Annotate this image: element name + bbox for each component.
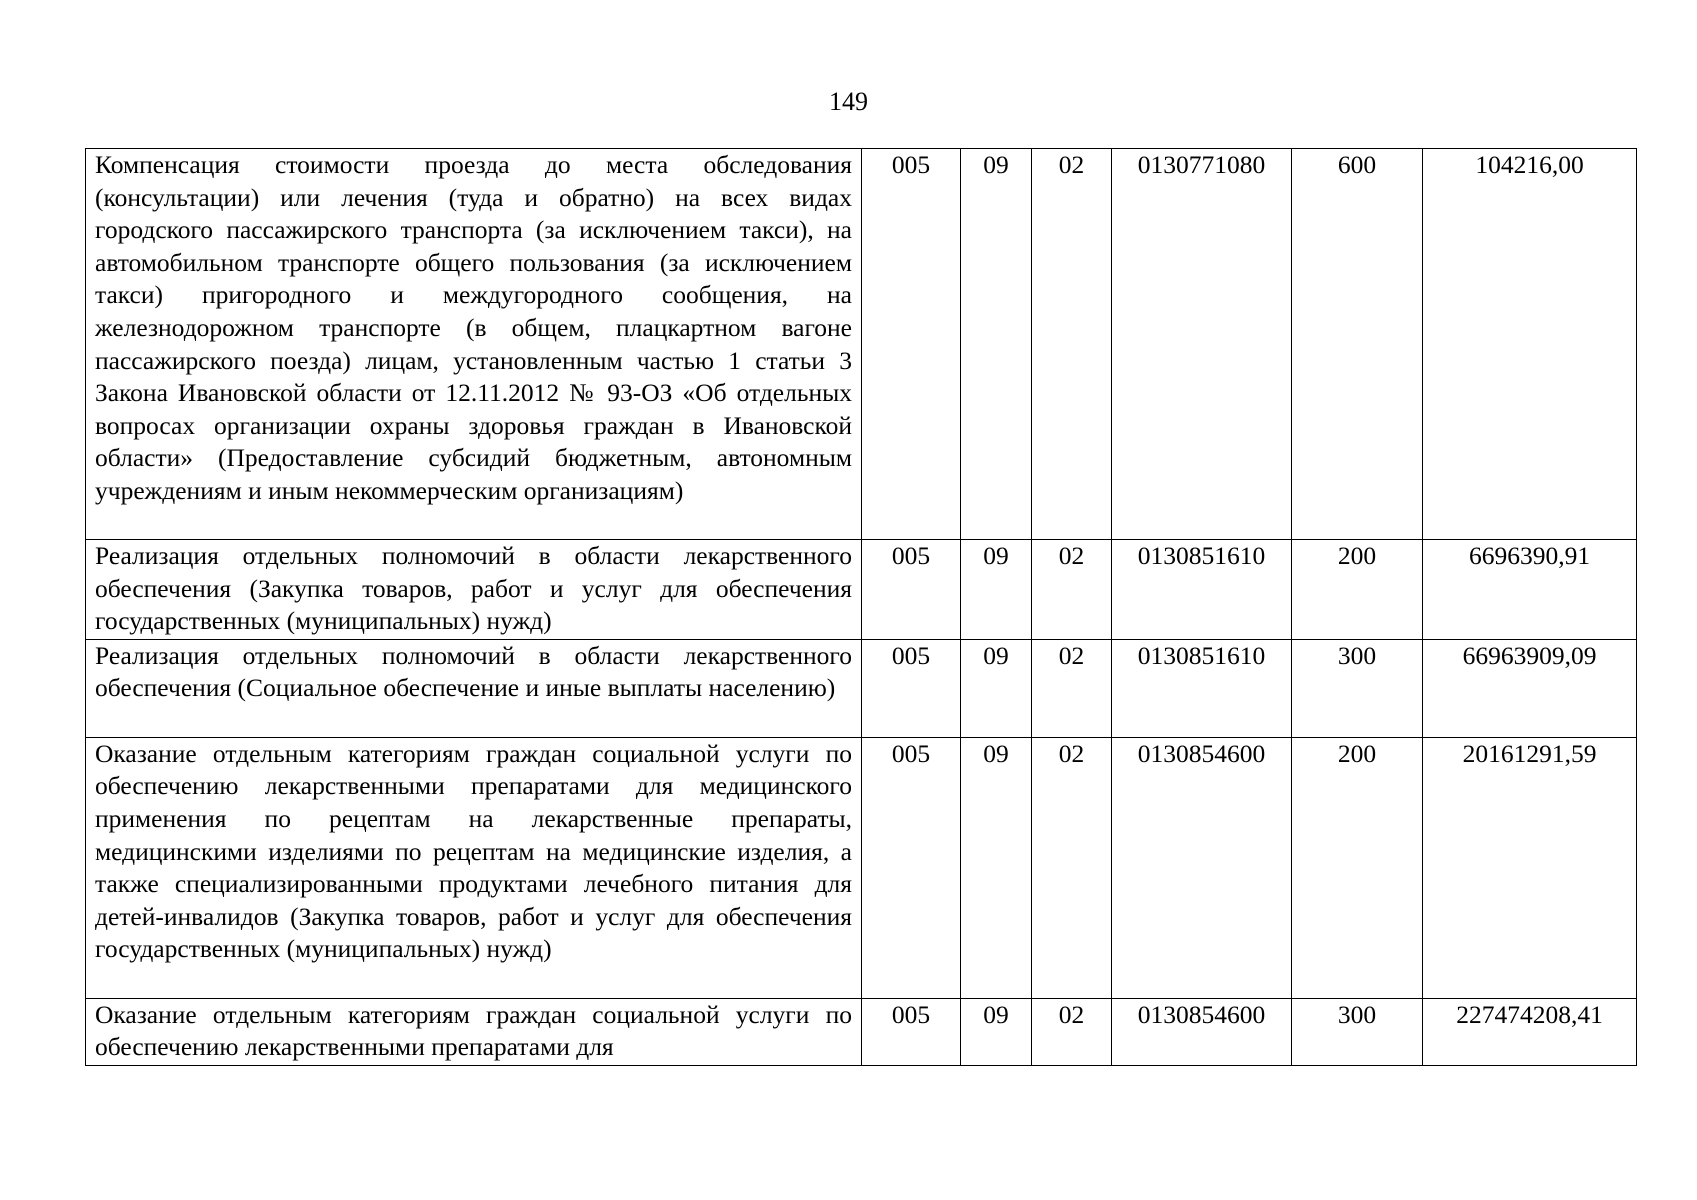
row-description: Оказание отдельным категориям граждан социальной услуги по обеспечению лекарственными препаратами для медицинского применения по рецептам на лекарственные препараты, медицинскими изделиями по рецептам на медицинские изделия, а также специализированными продуктами лечебного питания для детей-инвалидов (Закупка товаров, работ и услуг для обеспечения государственных (муниципальных) нужд) — [86, 737, 862, 998]
row-ministry-code: 005 — [862, 149, 961, 540]
table-row — [86, 540, 1637, 640]
row-subsection-code: 02 — [1032, 149, 1112, 540]
row-section-code: 09 — [961, 540, 1032, 640]
row-description: Компенсация стоимости проезда до места обследования (консультации) или лечения (туда и обратно) на всех видах городского пассажирского транспорта (за исключением такси), на автомобильном транспорте общего пользования (за исключением такси) пригородного и междугородного сообщения, на железнодорожном транспорте (в общем, плацкартном вагоне пассажирского поезда) лицам, установленным частью 1 статьи 3 Закона Ивановской области от 12.11.2012 № 93-ОЗ «Об отдельных вопросах организации охраны здоровья граждан в Ивановской области» (Предоставление субсидий бюджетным, автономным учреждениям и иным некоммерческим организациям) — [86, 149, 862, 540]
row-expense-type: 200 — [1292, 540, 1423, 640]
page-number: 149 — [829, 87, 868, 116]
row-subsection-code: 02 — [1032, 639, 1112, 737]
row-section-code: 09 — [961, 639, 1032, 737]
row-section-code: 09 — [961, 149, 1032, 540]
row-ministry-code: 005 — [862, 540, 961, 640]
row-expense-type: 200 — [1292, 737, 1423, 998]
row-target-article: 0130851610 — [1112, 540, 1292, 640]
table-row — [86, 998, 1637, 1065]
row-description: Реализация отдельных полномочий в области лекарственного обеспечения (Социальное обеспечение и иные выплаты населению) — [86, 639, 862, 737]
row-ministry-code: 005 — [862, 737, 961, 998]
row-description: Реализация отдельных полномочий в области лекарственного обеспечения (Закупка товаров, работ и услуг для обеспечения государственных (муниципальных) нужд) — [86, 540, 862, 640]
row-subsection-code: 02 — [1032, 998, 1112, 1065]
row-amount: 20161291,59 — [1423, 737, 1637, 998]
row-expense-type: 300 — [1292, 639, 1423, 737]
row-target-article: 0130771080 — [1112, 149, 1292, 540]
row-expense-type: 300 — [1292, 998, 1423, 1065]
row-amount: 6696390,91 — [1423, 540, 1637, 640]
table-row — [86, 149, 1637, 540]
row-expense-type: 600 — [1292, 149, 1423, 540]
row-ministry-code: 005 — [862, 639, 961, 737]
row-target-article: 0130854600 — [1112, 998, 1292, 1065]
row-subsection-code: 02 — [1032, 540, 1112, 640]
row-amount: 227474208,41 — [1423, 998, 1637, 1065]
row-section-code: 09 — [961, 737, 1032, 998]
row-subsection-code: 02 — [1032, 737, 1112, 998]
row-ministry-code: 005 — [862, 998, 961, 1065]
row-amount: 104216,00 — [1423, 149, 1637, 540]
row-target-article: 0130854600 — [1112, 737, 1292, 998]
row-section-code: 09 — [961, 998, 1032, 1065]
row-target-article: 0130851610 — [1112, 639, 1292, 737]
row-amount: 66963909,09 — [1423, 639, 1637, 737]
table-row — [86, 737, 1637, 998]
budget-table — [85, 148, 1637, 1066]
table-row — [86, 639, 1637, 737]
row-description: Оказание отдельным категориям граждан социальной услуги по обеспечению лекарственными препаратами для — [86, 998, 862, 1065]
